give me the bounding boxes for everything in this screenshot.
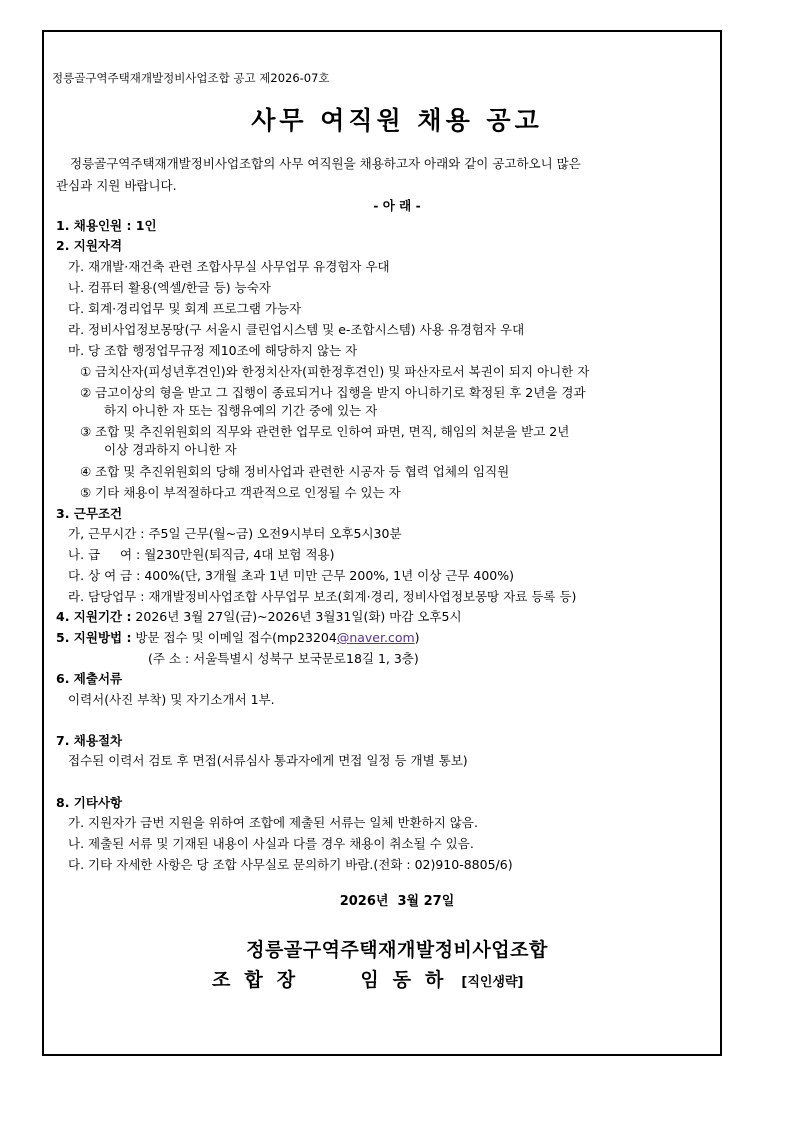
signature-title: 조합장 bbox=[212, 969, 310, 991]
documents-text: 이력서(사진 부착) 및 자기소개서 1부. bbox=[68, 692, 275, 707]
condition-item: 다. 상 여 금 : 400%(단, 3개월 초과 1년 미만 근무 200%, 1년 이상 근무 400%) bbox=[68, 568, 514, 583]
condition-item: 나. 급 여 : 월230만원(퇴직금, 4대 보험 적용) bbox=[68, 547, 335, 562]
method-value-end: ) bbox=[414, 630, 420, 645]
intro-line-2: 관심과 지원 바랍니다. bbox=[56, 178, 177, 193]
qualification-item: 다. 회계·경리업무 및 회계 프로그램 가능자 bbox=[68, 301, 302, 316]
section-2-heading: 2. 지원자격 bbox=[56, 238, 123, 253]
disqualification-item: ② 금고이상의 형을 받고 그 집행이 종료되거나 집행을 받지 아니하기로 확정된 후 2년을 경과 bbox=[80, 385, 586, 400]
section-7-heading: 7. 채용절차 bbox=[56, 733, 123, 748]
procedure-text: 접수된 이력서 검토 후 면접(서류심사 통과자에게 면접 일정 등 개별 통보) bbox=[68, 753, 468, 768]
section-3-heading: 3. 근무조건 bbox=[56, 506, 123, 521]
section-1-recruit-count: 1. 채용인원 : 1인 bbox=[56, 218, 157, 233]
organization-name: 정릉골구역주택재개발정비사업조합 bbox=[246, 939, 548, 961]
period-label: 4. 지원기간 : bbox=[56, 609, 132, 624]
email-link[interactable]: @naver.com bbox=[336, 630, 415, 645]
office-address: (주 소 : 서울특별시 성북구 보국문로18길 1, 3층) bbox=[148, 651, 419, 666]
intro-line-1: 정릉골구역주택재개발정비사업조합의 사무 여직원을 채용하고자 아래와 같이 공고하오니 많은 bbox=[70, 156, 581, 171]
section-5-method bbox=[56, 630, 420, 646]
section-marker: - 아 래 - bbox=[373, 198, 421, 213]
qualification-item: 나. 컴퓨터 활용(엑셀/한글 등) 능숙자 bbox=[68, 280, 271, 295]
disqualification-item: ④ 조합 및 추진위원회의 당해 정비사업과 관련한 시공자 등 협력 업체의 임직원 bbox=[80, 464, 510, 479]
condition-item: 라. 담당업무 : 재개발정비사업조합 사무업무 보조(회계·경리, 정비사업정보몽땅 자료 등록 등) bbox=[68, 589, 577, 604]
qualification-item: 마. 당 조합 행정업무규정 제10조에 해당하지 않는 자 bbox=[68, 343, 358, 358]
other-item: 가. 지원자가 금번 지원을 위하여 조합에 제출된 서류는 일체 반환하지 않음. bbox=[68, 815, 478, 830]
section-6-heading: 6. 제출서류 bbox=[56, 671, 123, 686]
disqualification-item-cont: 하지 아니한 자 또는 집행유예의 기간 중에 있는 자 bbox=[104, 403, 378, 418]
condition-item: 가, 근무시간 : 주5일 근무(월~금) 오전9시부터 오후5시30분 bbox=[68, 526, 402, 541]
disqualification-item: ③ 조합 및 추진위원회의 직무와 관련한 업무로 인하여 파면, 면직, 해임의 처분을 받고 2년 bbox=[80, 424, 570, 439]
notice-date: 2026년 3월 27일 bbox=[339, 894, 455, 909]
disqualification-item-cont: 이상 경과하지 아니한 자 bbox=[104, 442, 237, 457]
method-label: 5. 지원방법 : bbox=[56, 630, 132, 645]
seal-note: [직인생략] bbox=[461, 975, 524, 990]
period-value: 2026년 3월 27일(금)~2026년 3월31일(화) 마감 오후5시 bbox=[131, 609, 462, 624]
other-item: 나. 제출된 서류 및 기재된 내용이 사실과 다를 경우 채용이 취소될 수 있음. bbox=[68, 836, 474, 851]
other-item: 다. 기타 자세한 사항은 당 조합 사무실로 문의하기 바람.(전화 : 02)910-8805/6) bbox=[68, 857, 513, 872]
section-4-period bbox=[56, 609, 462, 625]
method-value: 방문 접수 및 이메일 접수(mp23204 bbox=[131, 630, 337, 645]
signature-line bbox=[212, 968, 524, 995]
page-title: 사무 여직원 채용 공고 bbox=[251, 106, 543, 135]
notice-number: 정릉골구역주택재개발정비사업조합 공고 제2026-07호 bbox=[52, 71, 330, 85]
disqualification-item: ① 금치산자(피성년후견인)와 한정치산자(피한정후견인) 및 파산자로서 복권이 되지 아니한 자 bbox=[80, 364, 590, 379]
disqualification-item: ⑤ 기타 채용이 부적절하다고 객관적으로 인정될 수 있는 자 bbox=[80, 485, 401, 500]
qualification-item: 가. 재개발·재건축 관련 조합사무실 사무업무 유경험자 우대 bbox=[68, 259, 390, 274]
signature-name: 임동하 bbox=[360, 969, 458, 991]
section-8-heading: 8. 기타사항 bbox=[56, 795, 123, 810]
qualification-item: 라. 정비사업정보몽땅(구 서울시 클린업시스템 및 e-조합시스템) 사용 유경험자 우대 bbox=[68, 322, 525, 337]
